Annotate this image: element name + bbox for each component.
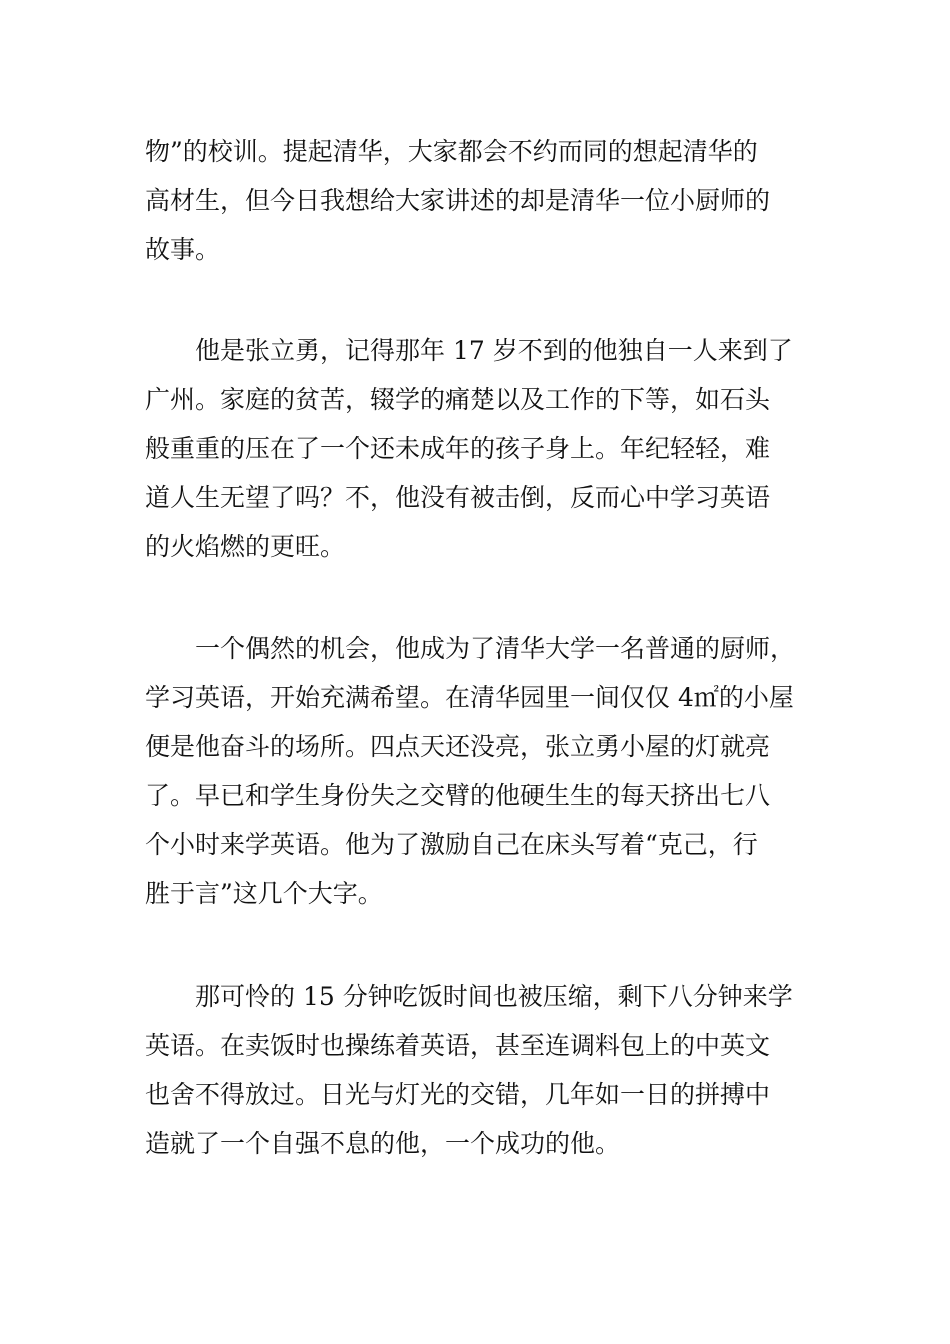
paragraph-4	[145, 972, 810, 1168]
text-line: 一个偶然的机会，他成为了清华大学一名普通的厨师，	[195, 634, 796, 663]
text-line: 般重重的压在了一个还未成年的孩子身上。年纪轻轻，难	[145, 434, 771, 463]
text-line: 造就了一个自强不息的他，一个成功的他。	[145, 1129, 621, 1158]
text-line: 学习英语，开始充满希望。在清华园里一间仅仅 4㎡的小屋	[145, 683, 794, 712]
text-line: 广州。家庭的贫苦，辍学的痛楚以及工作的下等，如石头	[145, 385, 771, 414]
text-line: 那可怜的 15 分钟吃饭时间也被压缩，剩下八分钟来学	[195, 982, 793, 1011]
text-line: 道人生无望了吗？不，他没有被击倒，反而心中学习英语	[145, 483, 771, 512]
text-line: 胜于言”这几个大字。	[145, 879, 383, 908]
text-line: 高材生，但今日我想给大家讲述的却是清华一位小厨师的	[145, 186, 771, 215]
text-line: 的火焰燃的更旺。	[145, 532, 346, 561]
text-line: 便是他奋斗的场所。四点天还没亮，张立勇小屋的灯就亮	[145, 732, 771, 761]
text-line: 他是张立勇，记得那年 17 岁不到的他独自一人来到了	[195, 336, 793, 365]
paragraph-1	[145, 127, 810, 274]
paragraph-3	[145, 624, 810, 918]
text-line: 物”的校训。提起清华，大家都会不约而同的想起清华的	[145, 137, 758, 166]
text-line: 也舍不得放过。日光与灯光的交错，几年如一日的拼搏中	[145, 1080, 771, 1109]
text-line: 了。早已和学生身份失之交臂的他硬生生的每天挤出七八	[145, 781, 771, 810]
text-line: 个小时来学英语。他为了激励自己在床头写着“克己，行	[145, 830, 758, 859]
text-line: 故事。	[145, 235, 221, 264]
text-line: 英语。在卖饭时也操练着英语，甚至连调料包上的中英文	[145, 1031, 771, 1060]
paragraph-2	[145, 326, 810, 571]
